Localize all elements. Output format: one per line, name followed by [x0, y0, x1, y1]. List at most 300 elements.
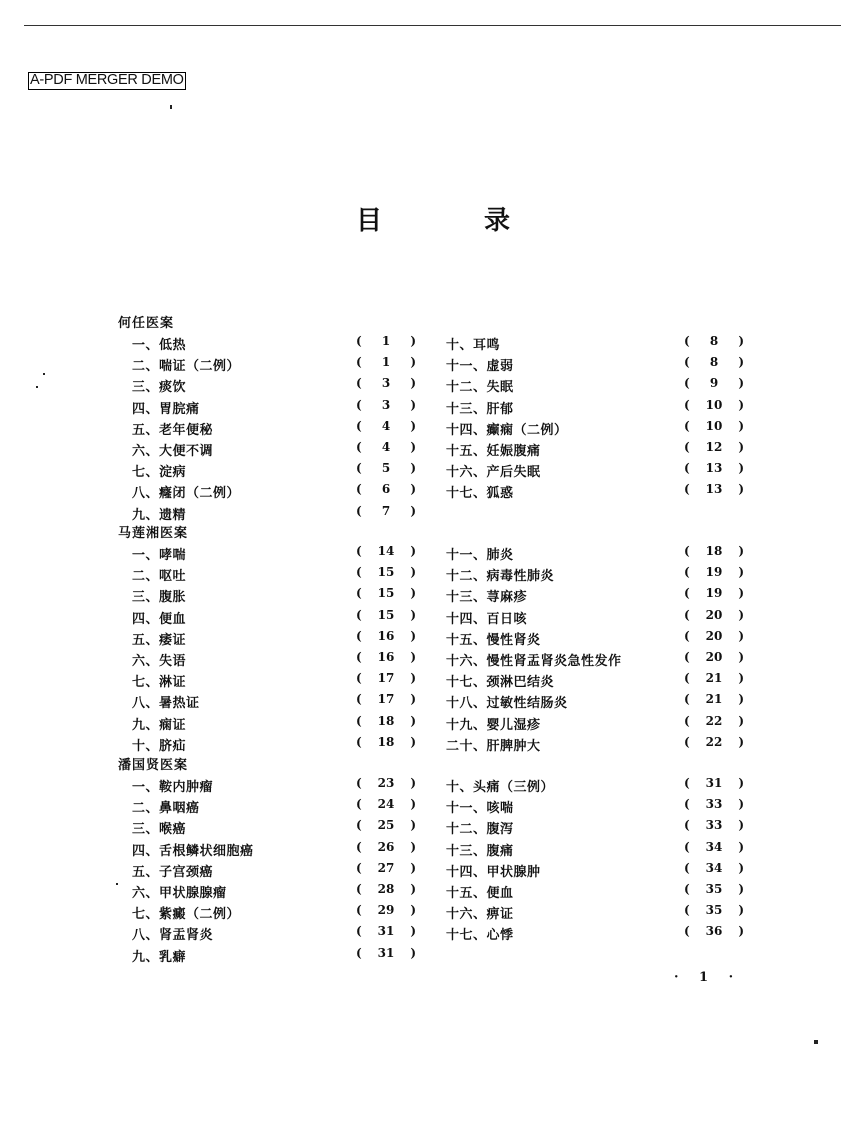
toc-entry[interactable]	[446, 924, 746, 944]
toc-entry[interactable]	[446, 440, 746, 460]
toc-entry[interactable]	[446, 376, 746, 396]
toc-entry-page	[684, 714, 744, 728]
paren-open: (	[684, 355, 690, 370]
title-char-2: 录	[484, 206, 511, 236]
toc-entry[interactable]	[132, 355, 432, 375]
toc-entry[interactable]	[446, 818, 746, 838]
toc-entry-page	[684, 355, 744, 369]
toc-entry-page	[684, 482, 744, 496]
page-ref: 3	[381, 397, 391, 412]
paren-close: )	[738, 924, 744, 939]
toc-entry-title: 十二、病毒性肺炎	[446, 569, 555, 585]
toc-entry-title: 一、哮喘	[132, 548, 187, 563]
page-ref: 17	[377, 692, 395, 707]
toc-entry-page	[684, 924, 744, 938]
paren-close: )	[410, 440, 416, 454]
paren-open: (	[356, 586, 362, 601]
paren-close: )	[738, 628, 744, 643]
toc-entry[interactable]	[446, 735, 746, 755]
toc-entry[interactable]	[446, 586, 746, 606]
paren-close: )	[738, 418, 744, 433]
scan-speck	[814, 1040, 818, 1044]
toc-entry[interactable]	[132, 440, 432, 460]
paren-open: (	[356, 440, 362, 454]
paren-open: (	[684, 776, 690, 790]
toc-entry-title: 五、老年便秘	[132, 422, 214, 438]
paren-open: (	[356, 860, 362, 875]
toc-entry[interactable]	[132, 818, 432, 838]
toc-entry[interactable]	[132, 946, 432, 966]
toc-entry-title: 三、腹胀	[132, 590, 187, 606]
scan-speck	[116, 883, 118, 885]
toc-entry-page	[684, 586, 744, 600]
toc-entry-title: 二、喘证（二例）	[132, 359, 241, 375]
page-ref: 31	[377, 924, 395, 939]
toc-entry[interactable]	[132, 419, 432, 439]
toc-entry[interactable]	[132, 671, 432, 691]
paren-close: )	[738, 734, 744, 749]
toc-entry-page	[684, 419, 744, 433]
toc-entry-title: 十、脐疝	[132, 738, 187, 754]
toc-entry-title: 一、低热	[132, 338, 187, 353]
page-ref: 35	[705, 882, 723, 896]
paren-open: (	[684, 924, 690, 939]
paren-close: )	[410, 945, 416, 960]
paren-close: )	[738, 903, 744, 918]
toc-entry[interactable]	[132, 376, 432, 396]
paren-open: (	[356, 482, 362, 497]
toc-entry[interactable]	[132, 482, 432, 502]
toc-entry-page	[356, 608, 416, 622]
toc-entry-title: 十六、慢性肾盂肾炎急性发作	[446, 654, 622, 669]
toc-entry-title: 九、乳癖	[132, 949, 187, 965]
toc-entry-title: 十八、过敏性结肠炎	[446, 696, 568, 712]
page-ref: 20	[705, 650, 723, 664]
toc-entry-page	[684, 334, 744, 348]
toc-entry-page	[356, 776, 416, 790]
page-ref: 20	[705, 607, 723, 622]
toc-entry-title: 七、紫癜（二例）	[132, 907, 241, 923]
page-ref: 35	[705, 903, 723, 918]
toc-entry[interactable]	[132, 776, 432, 796]
paren-close: )	[410, 503, 416, 518]
paren-open: (	[684, 418, 690, 433]
toc-entry[interactable]	[132, 903, 432, 923]
toc-entry-title: 八、暑热证	[132, 696, 200, 712]
watermark-label: A-PDF MERGER DEMO	[30, 72, 184, 88]
page-ref: 10	[705, 397, 723, 412]
toc-entry-page	[684, 565, 744, 579]
toc-entry[interactable]	[132, 565, 432, 585]
page-ref: 22	[705, 713, 723, 728]
page-ref: 29	[377, 903, 395, 918]
paren-close: )	[410, 882, 416, 896]
paren-open: (	[684, 607, 690, 622]
paren-close: )	[410, 544, 416, 558]
page-ref: 21	[705, 692, 723, 707]
toc-entry[interactable]	[132, 861, 432, 881]
toc-entry-title: 十五、慢性肾炎	[446, 632, 541, 648]
toc-entry-page	[356, 482, 416, 496]
section-heading: 何任医案	[118, 316, 175, 331]
toc-entry-page	[684, 376, 744, 390]
paren-close: )	[738, 692, 744, 707]
toc-entry-page	[684, 398, 744, 412]
paren-close: )	[738, 586, 744, 601]
toc-entry[interactable]	[446, 650, 746, 670]
toc-entry-title: 十六、痹证	[446, 907, 514, 923]
page-ref: 16	[377, 650, 395, 664]
paren-close: )	[738, 860, 744, 875]
paren-close: )	[410, 586, 416, 601]
paren-open: (	[356, 818, 362, 833]
page-number: · 1 ·	[674, 970, 742, 985]
paren-open: (	[356, 671, 362, 686]
page-ref: 19	[705, 586, 723, 601]
paren-open: (	[684, 461, 690, 476]
page-ref: 18	[377, 713, 395, 728]
page-ref: 22	[705, 734, 723, 749]
toc-entry-title: 十四、甲状腺肿	[446, 864, 541, 880]
paren-close: )	[738, 818, 744, 833]
page-ref: 34	[705, 860, 723, 875]
paren-close: )	[738, 461, 744, 476]
page-ref: 15	[377, 565, 395, 580]
title-char-1: 目	[356, 206, 383, 236]
paren-open: (	[684, 650, 690, 664]
toc-entry-page	[684, 461, 744, 475]
page-ref: 13	[705, 461, 723, 476]
toc-entry-page	[356, 840, 416, 854]
toc-entry-title: 六、甲状腺腺瘤	[132, 886, 227, 901]
toc-entry-page	[356, 398, 416, 412]
toc-entry[interactable]	[132, 714, 432, 734]
paren-close: )	[410, 797, 416, 812]
paren-open: (	[356, 355, 362, 370]
page-ref: 4	[381, 418, 391, 433]
toc-entry-page	[356, 440, 416, 454]
toc-entry[interactable]	[446, 692, 746, 712]
toc-entry-title: 十三、肝郁	[446, 401, 514, 417]
paren-open: (	[684, 334, 690, 348]
paren-close: )	[410, 860, 416, 875]
toc-entry-page	[356, 797, 416, 811]
paren-close: )	[410, 734, 416, 749]
toc-entry[interactable]	[132, 586, 432, 606]
page-ref: 5	[381, 461, 391, 476]
toc-entry-page	[356, 544, 416, 558]
toc-entry-page	[684, 692, 744, 706]
toc-entry-page	[684, 671, 744, 685]
paren-open: (	[356, 692, 362, 707]
paren-open: (	[356, 461, 362, 476]
toc-entry-page	[356, 629, 416, 643]
toc-entry[interactable]	[132, 840, 432, 860]
paren-open: (	[684, 818, 690, 833]
toc-entry[interactable]	[132, 334, 432, 354]
toc-entry-page	[356, 650, 416, 664]
paren-close: )	[738, 397, 744, 412]
page-ref: 33	[705, 818, 723, 833]
toc-entry-page	[356, 419, 416, 433]
toc-entry[interactable]	[446, 776, 746, 796]
toc-entry-title: 二十、肝脾肿大	[446, 738, 541, 754]
page-ref: 12	[705, 440, 723, 454]
paren-open: (	[356, 776, 362, 790]
toc-entry[interactable]	[446, 840, 746, 860]
page-ref: 1	[381, 334, 391, 348]
paren-open: (	[356, 797, 362, 812]
paren-open: (	[684, 903, 690, 918]
page-ref: 28	[377, 882, 395, 896]
paren-open: (	[356, 397, 362, 412]
paren-open: (	[684, 628, 690, 643]
page-ref: 18	[377, 734, 395, 749]
toc-entry[interactable]	[446, 482, 746, 502]
paren-open: (	[356, 713, 362, 728]
toc-entry-title: 一、鞍内肿瘤	[132, 780, 214, 795]
paren-open: (	[356, 650, 362, 664]
toc-entry-page	[356, 586, 416, 600]
toc-entry[interactable]	[446, 544, 746, 564]
page-ref: 25	[377, 818, 395, 833]
paren-open: (	[356, 882, 362, 896]
toc-entry[interactable]	[446, 398, 746, 418]
toc-entry-page	[356, 355, 416, 369]
paren-close: )	[738, 440, 744, 454]
toc-entry-title: 四、舌根鳞状细胞癌	[132, 843, 254, 859]
paren-close: )	[410, 482, 416, 497]
paren-close: )	[738, 713, 744, 728]
paren-open: (	[684, 544, 690, 558]
toc-entry-title: 十一、虚弱	[446, 359, 514, 375]
paren-close: )	[410, 713, 416, 728]
paren-open: (	[356, 503, 362, 518]
toc-entry[interactable]	[132, 608, 432, 628]
paren-open: (	[684, 482, 690, 497]
toc-entry-page	[684, 776, 744, 790]
paren-open: (	[684, 882, 690, 896]
toc-entry-title: 十七、狐惑	[446, 486, 514, 502]
toc-entry[interactable]	[446, 608, 746, 628]
paren-close: )	[738, 334, 744, 348]
page-ref: 10	[705, 418, 723, 433]
paren-close: )	[410, 418, 416, 433]
paren-open: (	[684, 692, 690, 707]
toc-entry[interactable]	[446, 334, 746, 354]
toc-entry[interactable]	[132, 797, 432, 817]
toc-entry-title: 十九、婴儿湿疹	[446, 717, 541, 733]
toc-entry-title: 十四、百日咳	[446, 611, 528, 627]
paren-open: (	[356, 376, 362, 391]
toc-entry-title: 二、鼻咽癌	[132, 801, 200, 817]
paren-close: )	[410, 355, 416, 370]
page-ref: 27	[377, 860, 395, 875]
toc-entry-title: 七、淋证	[132, 675, 187, 691]
paren-close: )	[738, 544, 744, 558]
toc-entry-page	[684, 608, 744, 622]
page-ref: 1	[381, 355, 391, 370]
paren-close: )	[410, 839, 416, 854]
toc-entry-title: 八、肾盂肾炎	[132, 928, 214, 944]
toc-entry[interactable]	[446, 671, 746, 691]
paren-close: )	[410, 565, 416, 580]
page-ref: 19	[705, 565, 723, 580]
page-ref: 23	[377, 776, 395, 790]
page-ref: 33	[705, 797, 723, 812]
toc-entry[interactable]	[446, 419, 746, 439]
toc-entry[interactable]	[446, 629, 746, 649]
paren-close: )	[738, 797, 744, 812]
paren-close: )	[738, 565, 744, 580]
paren-close: )	[738, 776, 744, 790]
paren-open: (	[356, 607, 362, 622]
toc-entry-title: 三、痰饮	[132, 380, 187, 396]
page-ref: 13	[705, 482, 723, 497]
toc-entry-title: 四、胃脘痛	[132, 401, 200, 417]
toc-entry-page	[356, 861, 416, 875]
paren-close: )	[410, 692, 416, 707]
toc-entry-page	[684, 797, 744, 811]
scan-speck	[170, 105, 172, 109]
paren-open: (	[684, 671, 690, 686]
toc-entry[interactable]	[446, 714, 746, 734]
paren-open: (	[684, 713, 690, 728]
toc-entry-page	[684, 818, 744, 832]
toc-entry-title: 九、痫证	[132, 717, 187, 733]
toc-entry-page	[684, 650, 744, 664]
paren-close: )	[410, 334, 416, 348]
toc-entry-page	[356, 735, 416, 749]
toc-entry[interactable]	[446, 565, 746, 585]
page-ref: 4	[381, 440, 391, 454]
paren-open: (	[356, 544, 362, 558]
toc-entry[interactable]	[446, 461, 746, 481]
paren-close: )	[410, 650, 416, 664]
paren-open: (	[684, 397, 690, 412]
page-ref: 24	[377, 797, 395, 812]
page-ref: 15	[377, 586, 395, 601]
paren-close: )	[738, 650, 744, 664]
page-ref: 31	[705, 776, 723, 790]
paren-open: (	[684, 565, 690, 580]
toc-entry-title: 十五、妊娠腹痛	[446, 444, 541, 459]
paren-open: (	[684, 586, 690, 601]
paren-close: )	[410, 607, 416, 622]
toc-entry[interactable]	[132, 882, 432, 902]
section-heading: 马莲湘医案	[118, 526, 189, 541]
toc-entry-page	[356, 565, 416, 579]
toc-entry-page	[356, 882, 416, 896]
paren-open: (	[684, 376, 690, 391]
toc-entry[interactable]	[132, 461, 432, 481]
toc-entry[interactable]	[446, 882, 746, 902]
toc-entry-page	[684, 840, 744, 854]
toc-entry-page	[684, 903, 744, 917]
toc-entry[interactable]	[446, 861, 746, 881]
paren-close: )	[410, 818, 416, 833]
page-ref: 16	[377, 628, 395, 643]
paren-close: )	[410, 924, 416, 939]
paren-close: )	[738, 607, 744, 622]
paren-open: (	[356, 903, 362, 918]
toc-entry-title: 十三、荨麻疹	[446, 590, 528, 606]
toc-entry-title: 十一、咳喘	[446, 801, 514, 817]
toc-entry-page	[684, 544, 744, 558]
toc-entry-title: 十七、心悸	[446, 928, 514, 944]
toc-entry-page	[356, 461, 416, 475]
toc-entry[interactable]	[132, 924, 432, 944]
toc-entry-page	[356, 714, 416, 728]
toc-entry-page	[356, 946, 416, 960]
paren-close: )	[410, 376, 416, 391]
toc-entry[interactable]	[132, 398, 432, 418]
paren-close: )	[410, 903, 416, 918]
paren-open: (	[356, 839, 362, 854]
page-ref: 14	[377, 544, 395, 558]
toc-entry-page	[356, 334, 416, 348]
toc-entry-title: 十四、癫痫（二例）	[446, 422, 568, 438]
toc-entry[interactable]	[446, 903, 746, 923]
toc-entry-title: 二、呕吐	[132, 569, 187, 585]
paren-close: )	[410, 397, 416, 412]
page-ref: 36	[705, 924, 723, 939]
toc-entry-page	[684, 882, 744, 896]
toc-entry[interactable]	[132, 629, 432, 649]
page-ref: 7	[381, 503, 391, 518]
page-ref: 3	[381, 376, 391, 391]
top-rule	[24, 25, 841, 26]
toc-entry-title: 十五、便血	[446, 886, 514, 901]
paren-close: )	[738, 376, 744, 391]
paren-open: (	[356, 945, 362, 960]
toc-entry[interactable]	[132, 504, 432, 524]
toc-entry[interactable]	[132, 735, 432, 755]
toc-entry[interactable]	[132, 650, 432, 670]
page-ref: 6	[381, 482, 391, 497]
paren-open: (	[356, 628, 362, 643]
paren-close: )	[738, 355, 744, 370]
toc-entry-title: 五、痿证	[132, 632, 187, 648]
paren-close: )	[738, 882, 744, 896]
paren-open: (	[356, 734, 362, 749]
paren-open: (	[684, 797, 690, 812]
toc-entry-title: 三、喉癌	[132, 822, 187, 838]
paren-close: )	[410, 628, 416, 643]
toc-entry-title: 十七、颈淋巴结炎	[446, 675, 555, 691]
toc-entry-title: 十、耳鸣	[446, 338, 501, 353]
paren-close: )	[410, 461, 416, 476]
page-ref: 18	[705, 544, 723, 558]
page-ref: 17	[377, 671, 395, 686]
scan-speck	[36, 386, 38, 388]
page-ref: 26	[377, 839, 395, 854]
paren-open: (	[356, 334, 362, 348]
toc-entry-title: 十三、腹痛	[446, 843, 514, 859]
toc-entry-page	[356, 903, 416, 917]
toc-entry-page	[356, 671, 416, 685]
toc-entry-title: 十二、腹泻	[446, 822, 514, 838]
toc-entry[interactable]	[446, 355, 746, 375]
toc-entry-page	[356, 692, 416, 706]
toc-entry-title: 五、子宫颈癌	[132, 864, 214, 880]
toc-entry[interactable]	[132, 692, 432, 712]
paren-close: )	[738, 671, 744, 686]
toc-entry-page	[356, 504, 416, 518]
page-ref: 31	[377, 945, 395, 960]
toc-entry[interactable]	[132, 544, 432, 564]
toc-entry[interactable]	[446, 797, 746, 817]
